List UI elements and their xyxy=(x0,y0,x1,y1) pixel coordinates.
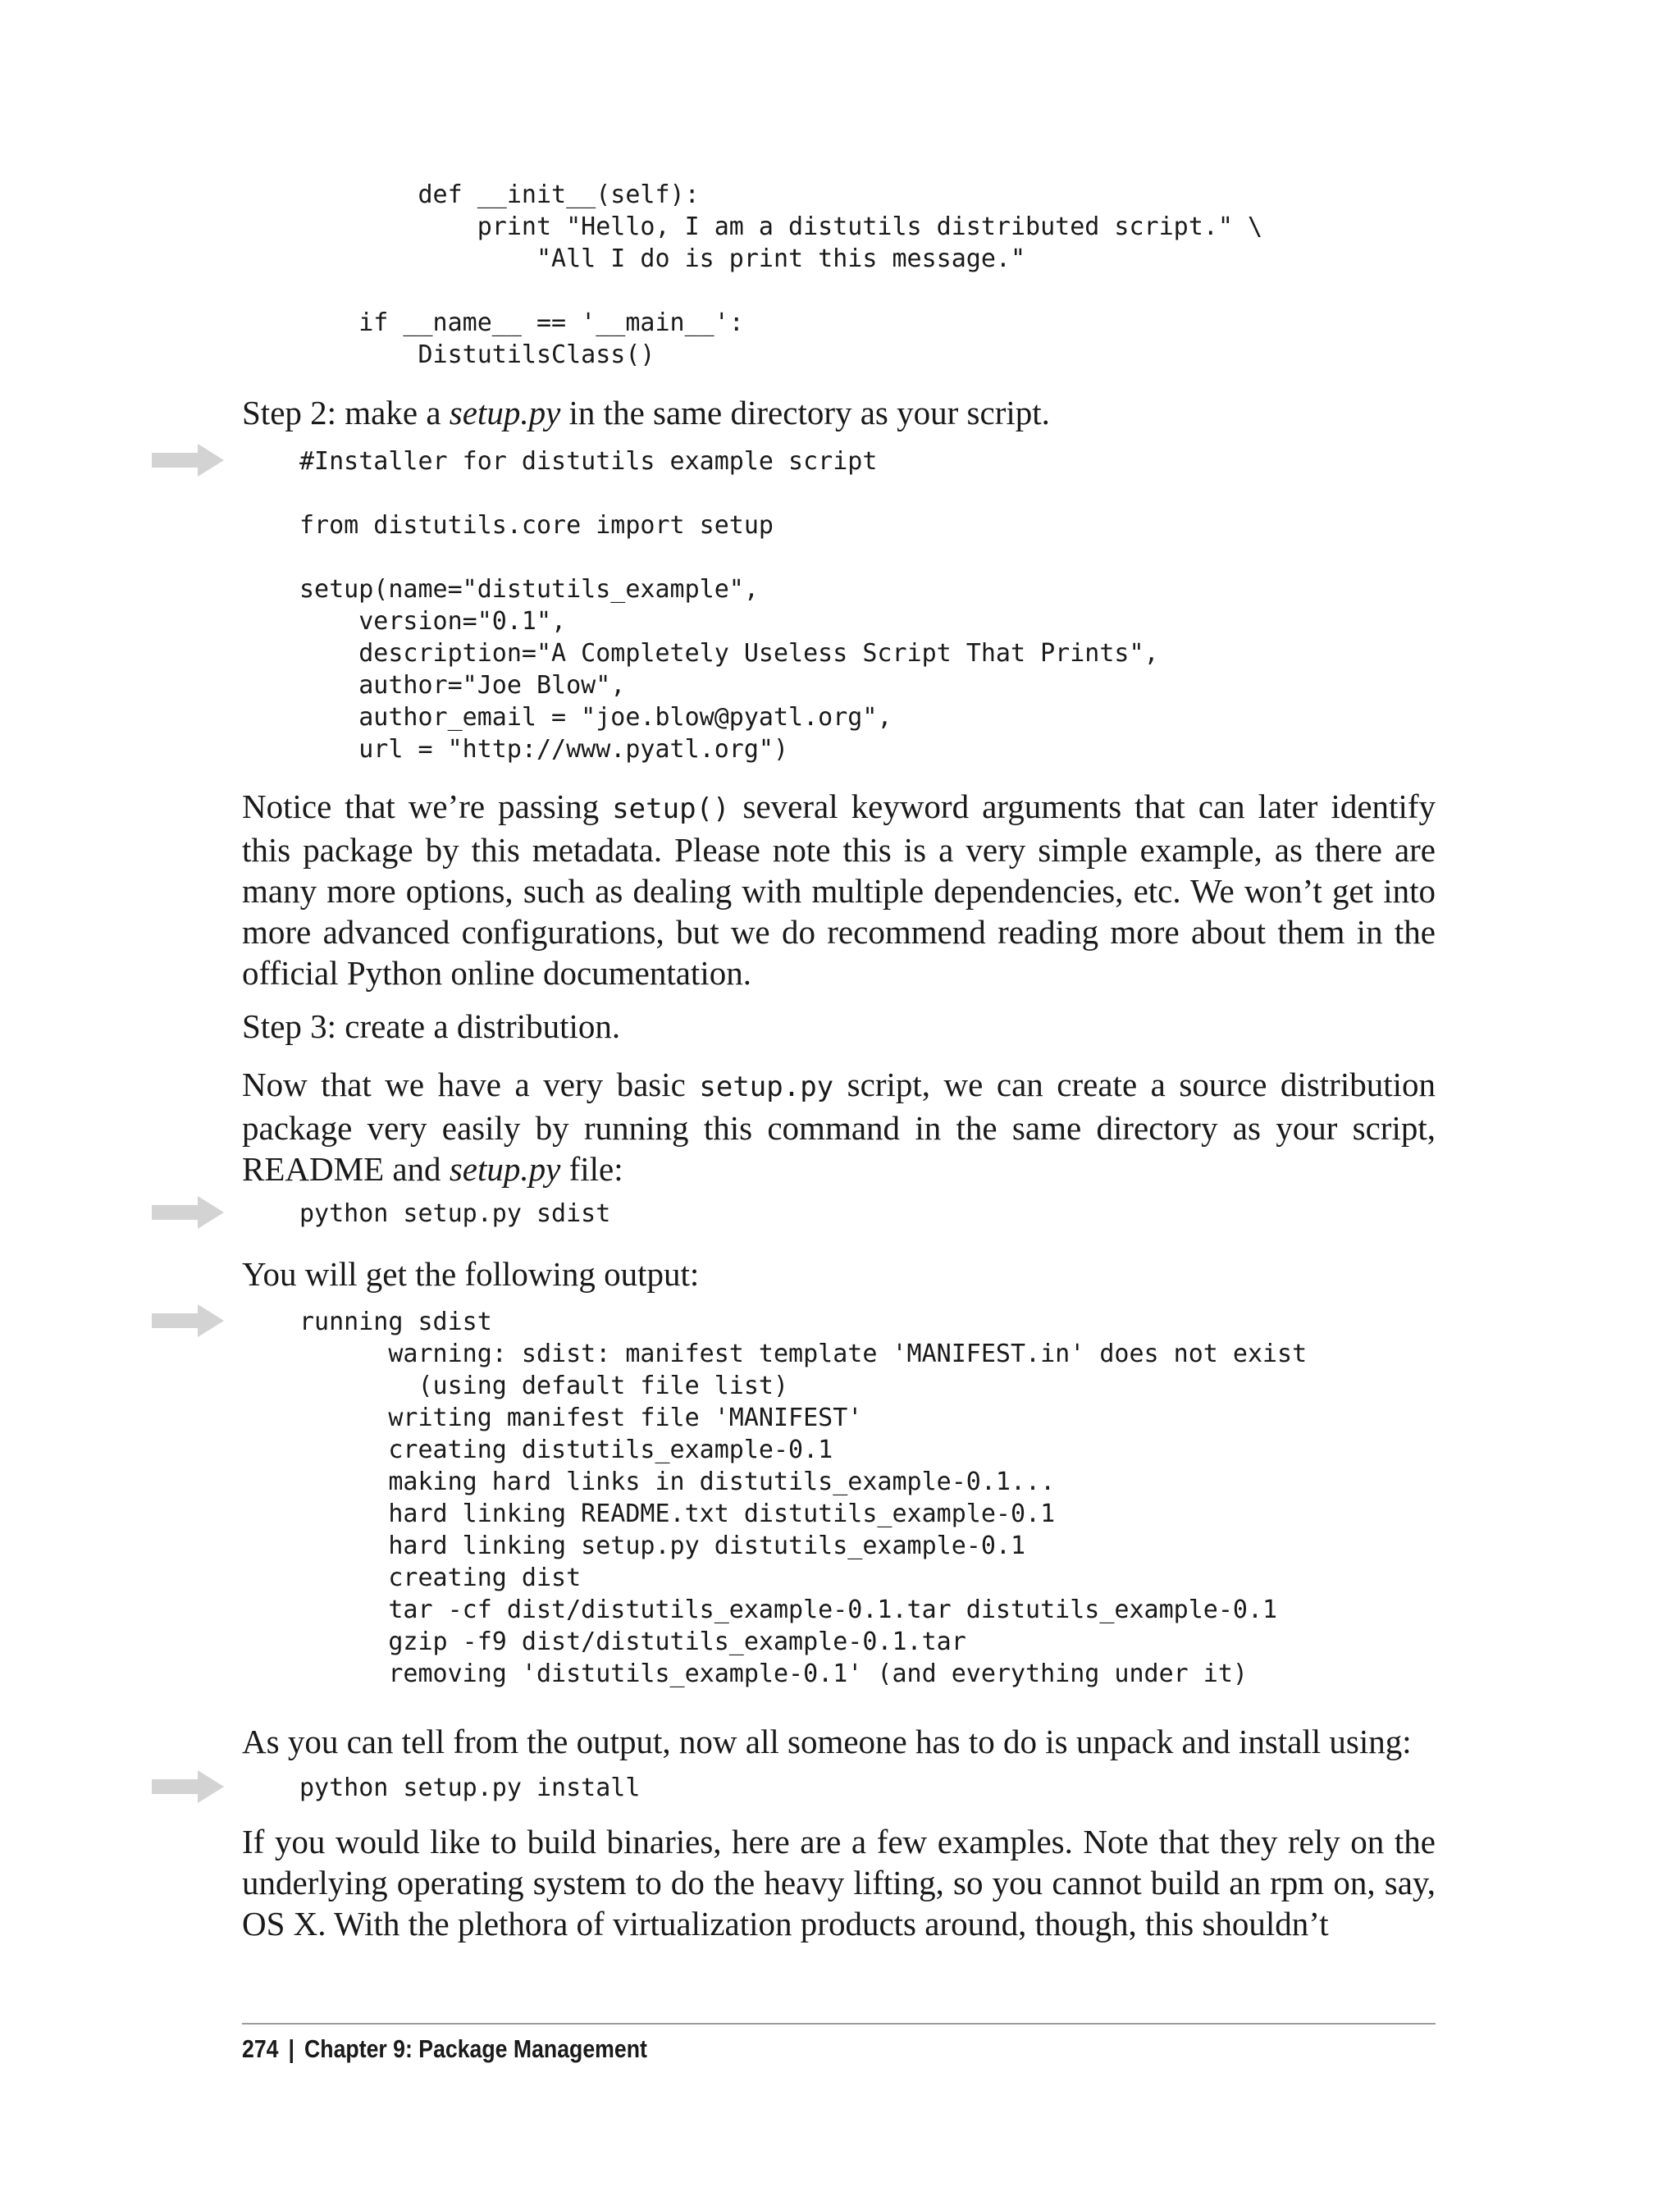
code-arrow-icon xyxy=(152,1196,224,1229)
footer-rule xyxy=(242,2023,1436,2025)
now-that-text-after: file: xyxy=(560,1150,623,1188)
code-arrow-icon xyxy=(152,1770,224,1803)
footer-separator: | xyxy=(288,2034,295,2063)
step-2-text-after: in the same directory as your script. xyxy=(560,394,1050,431)
code-block-sdist-output: running sdist warning: sdist: manifest template 'MANIFEST.in' does not exist (using default file list) writing manifest file 'MANIFEST' creating distutils_example-0.1 making hard links in distutils_example-0.1... hard linking README.txt distutils_example-0.1 hard linking setup.py distutils_example-0.1 creating dist tar -cf dist/distutils_example-0.1.tar distutils_example-0.1 gzip -f9 dist/distutils_example-0.1.tar removing 'distutils_example-0.1' (and everything under it) xyxy=(299,1308,1308,1688)
paragraph-binaries: If you would like to build binaries, here are a few examples. Note that they rely on the underlying operating system to do the heavy lifting, so you cannot build an rpm on, say, OS X. With the plethora of virtualization products around, though, this shouldn’t xyxy=(242,1823,1436,1942)
step-2-filename: setup.py xyxy=(449,394,561,431)
chapter-title: Chapter 9: Package Management xyxy=(304,2034,647,2063)
page-footer xyxy=(242,2033,647,2066)
now-that-text-middle: script, we can create a source distribution package very easily by running this command in the same directory as your script, README and xyxy=(242,1066,1436,1188)
now-that-filename: setup.py xyxy=(449,1150,561,1188)
code-block-install-command: python setup.py install xyxy=(299,1774,641,1802)
notice-inline-code: setup() xyxy=(612,792,730,825)
paragraph-step-2 xyxy=(242,392,1436,433)
now-that-text-before: Now that we have a very basic xyxy=(242,1066,700,1103)
code-block-sdist-command: python setup.py sdist xyxy=(299,1199,611,1228)
code-arrow-icon xyxy=(152,1304,224,1337)
code-arrow-icon xyxy=(152,444,224,477)
code-block-setup-py: #Installer for distutils example script from distutils.core import setup setup(name="distutils_example", version="0.1", description="A Completely Useless Script That Prints", author="Joe Blow", author_email = "joe.blow@pyatl.org", url = "http://www.pyatl.org") xyxy=(299,447,1159,764)
page-number: 274 xyxy=(242,2034,279,2063)
paragraph-step-3: Step 3: create a distribution. xyxy=(242,1007,621,1045)
paragraph-output-intro: You will get the following output: xyxy=(242,1255,700,1293)
paragraph-now-that xyxy=(242,1064,1436,1189)
notice-text-after: several keyword arguments that can later identify this package by this metadata. Please note this is a very simple example, as there are many more options, such as dealing with multiple dependencies, etc. We won’t get into more advanced configurations, but we do recommend reading more about them in the official Python online documentation. xyxy=(242,788,1436,992)
now-that-inline-code: setup.py xyxy=(699,1071,834,1103)
step-2-text-before: Step 2: make a xyxy=(242,394,450,431)
notice-text-before: Notice that we’re passing xyxy=(242,788,613,825)
paragraph-notice xyxy=(242,786,1436,993)
code-block-init-snippet: def __init__(self): print "Hello, I am a distutils distributed script." \ "All I do is print this message." if __name__ == '__main__': DistutilsClass() xyxy=(358,180,1262,369)
paragraph-as-you-can-tell: As you can tell from the output, now all someone has to do is unpack and install using: xyxy=(242,1723,1412,1760)
